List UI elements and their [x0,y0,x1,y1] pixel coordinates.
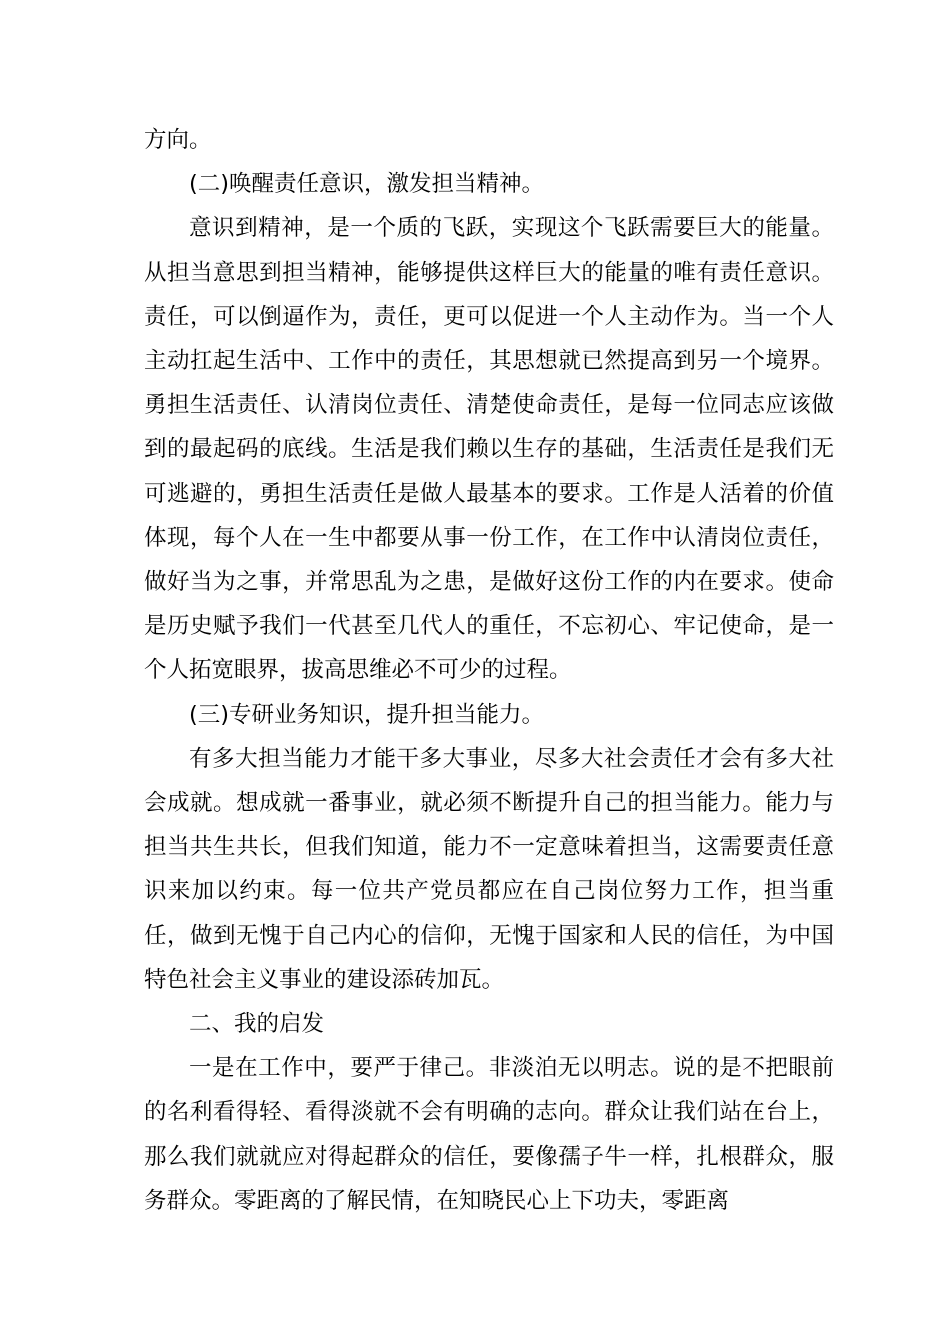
section-heading-3: (三)专研业务知识，提升担当能力。 [189,701,545,728]
paragraph-ability: 有多大担当能力才能干多大事业，尽多大社会责任才会有多大社会成就。想成就一番事业，就必须不断提升自己的担当能力。能力与担当共生共长，但我们知道，能力不一定意味着担当，这需要责任意识来加以约束。每一位共产党员都应在自己岗位努力工作，担当重任，做到无愧于自己内心的信仰，无愧于国家和人民的信任，为中国特色社会主义事业的建设添砖加瓦。 [144,745,834,993]
paragraph-responsibility: 意识到精神，是一个质的飞跃，实现这个飞跃需要巨大的能量。从担当意思到担当精神，能够提供这样巨大的能量的唯有责任意识。责任，可以倒逼作为，责任，更可以促进一个人主动作为。当一个人主动扛起生活中、工作中的责任，其思想就已然提高到另一个境界。勇担生活责任、认清岗位责任、清楚使命责任，是每一位同志应该做到的最起码的底线。生活是我们赖以生存的基础，生活责任是我们无可逃避的，勇担生活责任是做人最基本的要求。工作是人活着的价值体现，每个人在一生中都要从事一份工作，在工作中认清岗位责任，做好当为之事，并常思乱为之患，是做好这份工作的内在要求。使命是历史赋予我们一代甚至几代人的重任，不忘初心、牢记使命，是一个人拓宽眼界，拔高思维必不可少的过程。 [144,215,834,684]
paragraph-continuation: 方向。 [144,127,212,153]
section-heading-inspiration: 二、我的启发 [189,1011,325,1038]
section-heading-2: (二)唤醒责任意识，激发担当精神。 [189,171,545,198]
document-body [144,118,834,1223]
paragraph-self-discipline: 一是在工作中，要严于律己。非淡泊无以明志。说的是不把眼前的名利看得轻、看得淡就不会有明确的志向。群众让我们站在台上，那么我们就就应对得起群众的信任，要像孺子牛一样，扎根群众，服务群众。零距离的了解民情，在知晓民心上下功夫，零距离 [144,1055,834,1214]
